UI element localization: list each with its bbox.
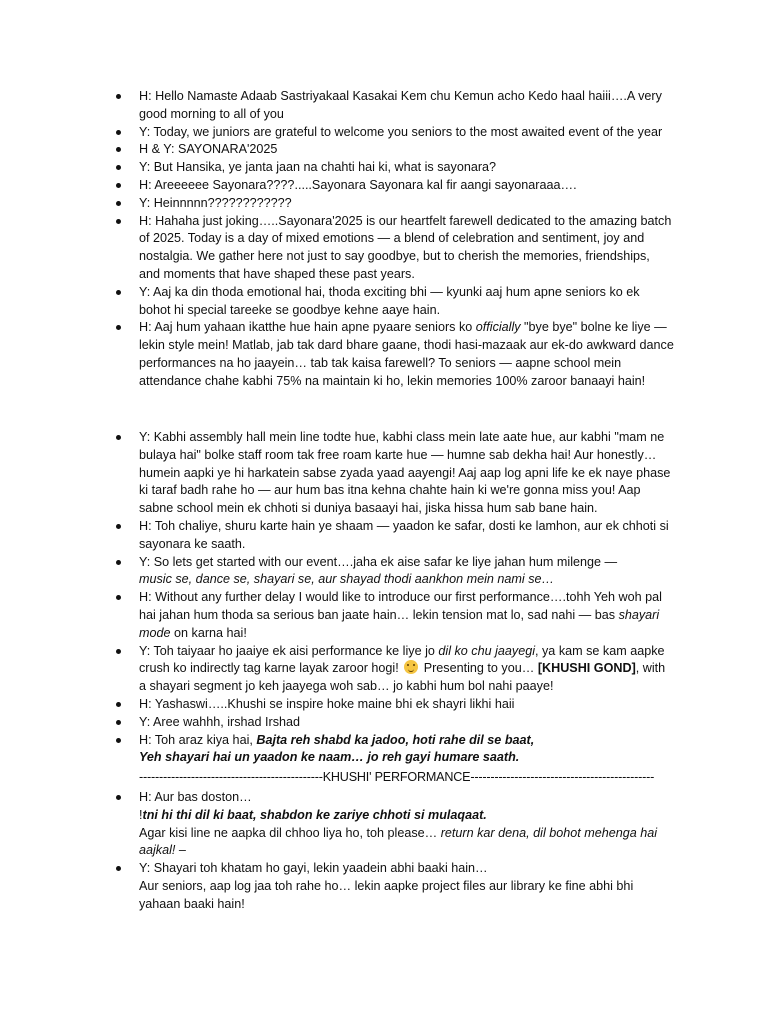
bullet-icon xyxy=(116,183,121,188)
bullet-icon xyxy=(116,130,121,135)
list-item: Y: Today, we juniors are grateful to welcome you seniors to the most awaited event of the year xyxy=(116,124,674,142)
bullet-icon xyxy=(116,649,121,654)
list-item: Y: So lets get started with our event….jaha ek aise safar ke liye jahan hum milenge — music se, dance se, shayari se, aur shayad thodi aankhon mein nami se… xyxy=(116,554,674,590)
bullet-icon xyxy=(116,165,121,170)
list-item: H: Hello Namaste Adaab Sastriyakaal Kasakai Kem chu Kemun acho Kedo haal haiii….A very good morning to all of you xyxy=(116,88,674,124)
bullet-icon xyxy=(116,738,121,743)
list-item: H & Y: SAYONARA'2025 xyxy=(116,141,674,159)
smiling-face-icon xyxy=(404,660,418,674)
list-item: H: Toh chaliye, shuru karte hain ye shaam — yaadon ke safar, dosti ke lamhon, aur ek chhoti si sayonara ke saath. xyxy=(116,518,674,554)
bullet-icon xyxy=(116,325,121,330)
list-item: H: Hahaha just joking…..Sayonara'2025 is our heartfelt farewell dedicated to the amazing batch of 2025. Today is a day of mixed emotions — a blend of celebration and sentiment, joy and nostalgia. We gather here not just to say goodbye, but to cherish the memories, friendships, and moments that have shaped these past years. xyxy=(116,213,674,284)
list-item: Y: Toh taiyaar ho jaaiye ek aisi performance ke liye jo dil ko chu jaayegi, ya kam se kam aapke crush ko indirectly tag karne layak zaroor hogi! Presenting to you… [KHUSHI GOND], with a shayari segment jo keh jaayega woh sab… jo kabhi hum bol nahi paaye! xyxy=(116,643,674,696)
bullet-icon xyxy=(116,795,121,800)
list-item: H: Aaj hum yahaan ikatthe hue hain apne pyaare seniors ko officially "bye bye" bolne ke liye — lekin style mein! Matlab, jab tak dard bhare gaane, thodi hasi-mazaak aur ek-do awkward dance performances na ho jaayein… tab tak kaisa farewell? To seniors — aapne school mein attendance chahe kabhi 75% na maintain ki ho, lekin memories 100% zaroor banaayi hain! xyxy=(116,319,674,390)
section-divider: ----------------------------------------------KHUSHI' PERFORMANCE---------------------------------------------- xyxy=(139,770,655,784)
bullet-icon xyxy=(116,595,121,600)
script-list-continued xyxy=(116,429,674,767)
list-item: H: Yashaswi…..Khushi se inspire hoke maine bhi ek shayri likhi haii xyxy=(116,696,674,714)
list-item: H: Without any further delay I would like to introduce our first performance….tohh Yeh woh pal hai jahan hum thoda sa serious ban jaate hain… lekin tension mat lo, sad nahi — bas shayari mode on karna hai! xyxy=(116,589,674,642)
bullet-icon xyxy=(116,435,121,440)
list-item: H: Aur bas doston… !tni hi thi dil ki baat, shabdon ke zariye chhoti si mulaqaat. Agar kisi line ne aapka dil chhoo liya ho, toh please… return kar dena, dil bohot mehenga hai aajkal! – xyxy=(116,789,674,860)
bullet-icon xyxy=(116,560,121,565)
list-item: H: Areeeeee Sayonara????.....Sayonara Sayonara kal fir aangi sayonaraaa…. xyxy=(116,177,674,195)
bullet-icon xyxy=(116,201,121,206)
list-item: H: Toh araz kiya hai, Bajta reh shabd ka jadoo, hoti rahe dil se baat, Yeh shayari hai un yaadon ke naam… jo reh gayi humare saath. xyxy=(116,732,674,768)
bullet-icon xyxy=(116,866,121,871)
bullet-icon xyxy=(116,702,121,707)
list-item: Y: Aaj ka din thoda emotional hai, thoda exciting bhi — kyunki aaj hum apne seniors ko ek bohot hi special tareeke se goodbye kehne aaye hain. xyxy=(116,284,674,320)
list-item: Y: Kabhi assembly hall mein line todte hue, kabhi class mein late aate hue, aur kabhi "mam ne bulaya hai" bolke staff room tak free roam karte hue — humne sab dekha hai! Aur honestly… humein aapki ye hi harkatein sabse zyada yaad aayengi! Aaj aap log apni life ke ek naye phase ki taraf badh rahe ho — aur hum bas itna kehna chahte hain ki we're gonna miss you! Aap sabne school mein ek chhoti si duniya basaayi hai, jiska hissa hum sab bane hain. xyxy=(116,429,674,518)
bullet-icon xyxy=(116,94,121,99)
bullet-icon xyxy=(116,219,121,224)
bullet-icon xyxy=(116,290,121,295)
bullet-icon xyxy=(116,147,121,152)
bullet-icon xyxy=(116,524,121,529)
script-list-closing xyxy=(116,789,674,914)
script-list xyxy=(116,88,674,391)
list-item: Y: But Hansika, ye janta jaan na chahti hai ki, what is sayonara? xyxy=(116,159,674,177)
list-item: Y: Shayari toh khatam ho gayi, lekin yaadein abhi baaki hain… Aur seniors, aap log jaa toh rahe ho… lekin aapke project files aur library ke fine abhi bhi yahaan baaki hain! xyxy=(116,860,674,913)
list-item: Y: Aree wahhh, irshad Irshad xyxy=(116,714,674,732)
bullet-icon xyxy=(116,720,121,725)
list-item: Y: Heinnnnn???????????? xyxy=(116,195,674,213)
